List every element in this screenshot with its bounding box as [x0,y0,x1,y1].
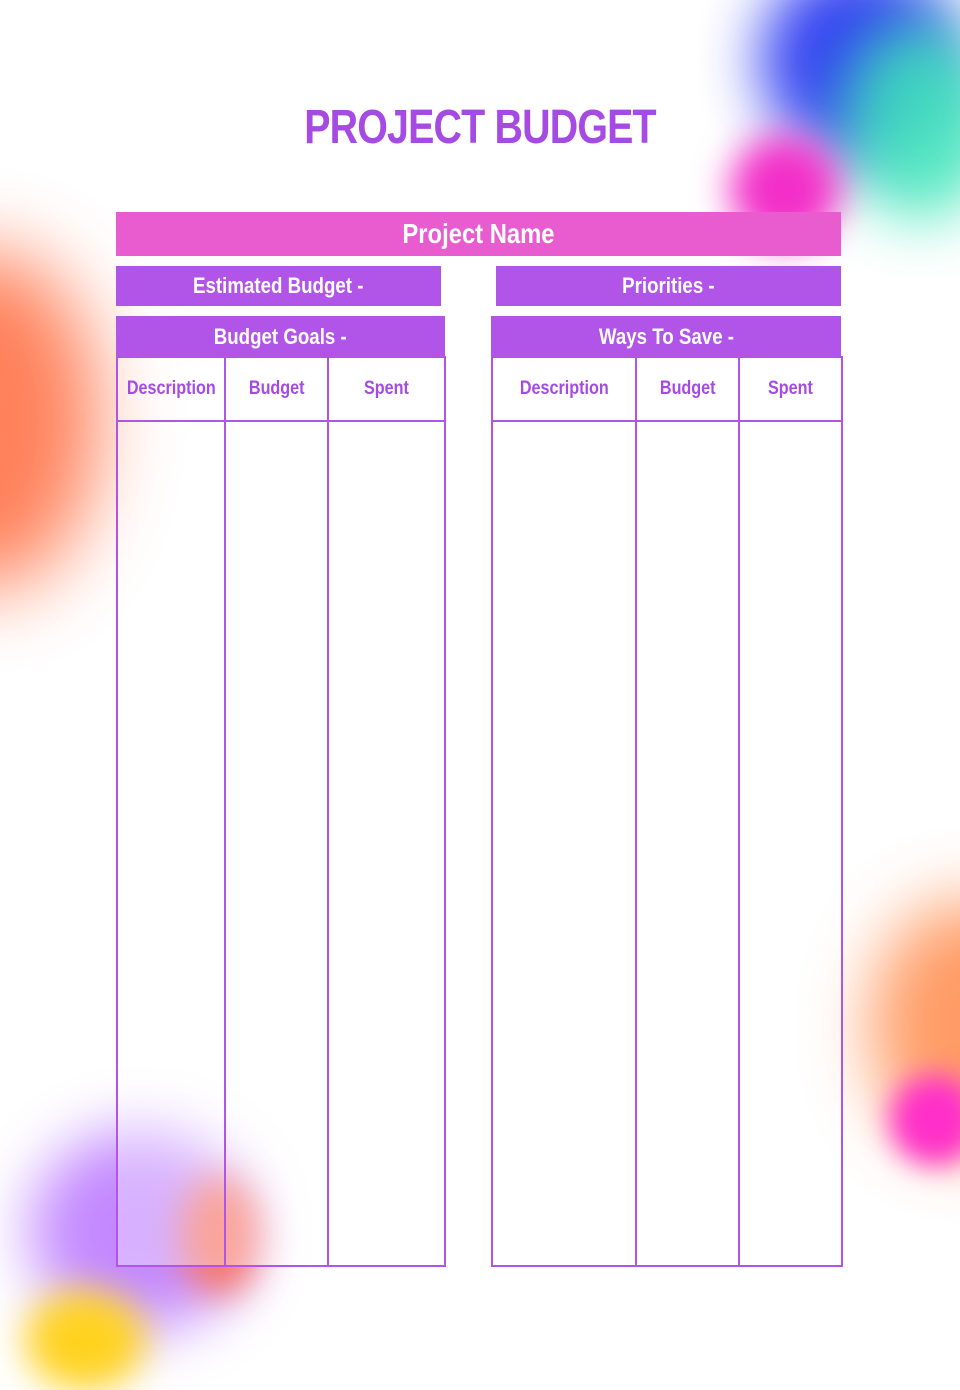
project-name-label: Project Name [402,218,555,249]
column-header-budget: Budget [248,378,305,399]
estimated-budget-bar[interactable] [116,266,441,306]
ways-to-save-bar [491,316,841,358]
ways-to-save-label: Ways To Save - [598,324,734,349]
column-header-budget: Budget [659,378,716,399]
ways-to-save-table[interactable] [491,356,843,1267]
page-title: PROJECT BUDGET [304,101,656,154]
budget-goals-label: Budget Goals - [213,324,347,349]
column-divider [738,358,740,1265]
decor-blob-orange-left [0,250,100,590]
column-header-spent: Spent [364,378,409,399]
project-name-bar[interactable] [116,212,841,256]
budget-goals-table[interactable] [116,356,446,1267]
column-header-description: Description [519,378,609,399]
priorities-label: Priorities - [622,273,715,298]
column-divider [224,358,226,1265]
column-divider [635,358,637,1265]
column-header-description: Description [126,378,216,399]
priorities-bar[interactable] [496,266,841,306]
decor-blob-yellow-bottom [25,1290,145,1390]
column-divider [327,358,329,1265]
column-header-spent: Spent [768,378,813,399]
estimated-budget-label: Estimated Budget - [193,273,364,298]
budget-goals-bar [116,316,445,358]
